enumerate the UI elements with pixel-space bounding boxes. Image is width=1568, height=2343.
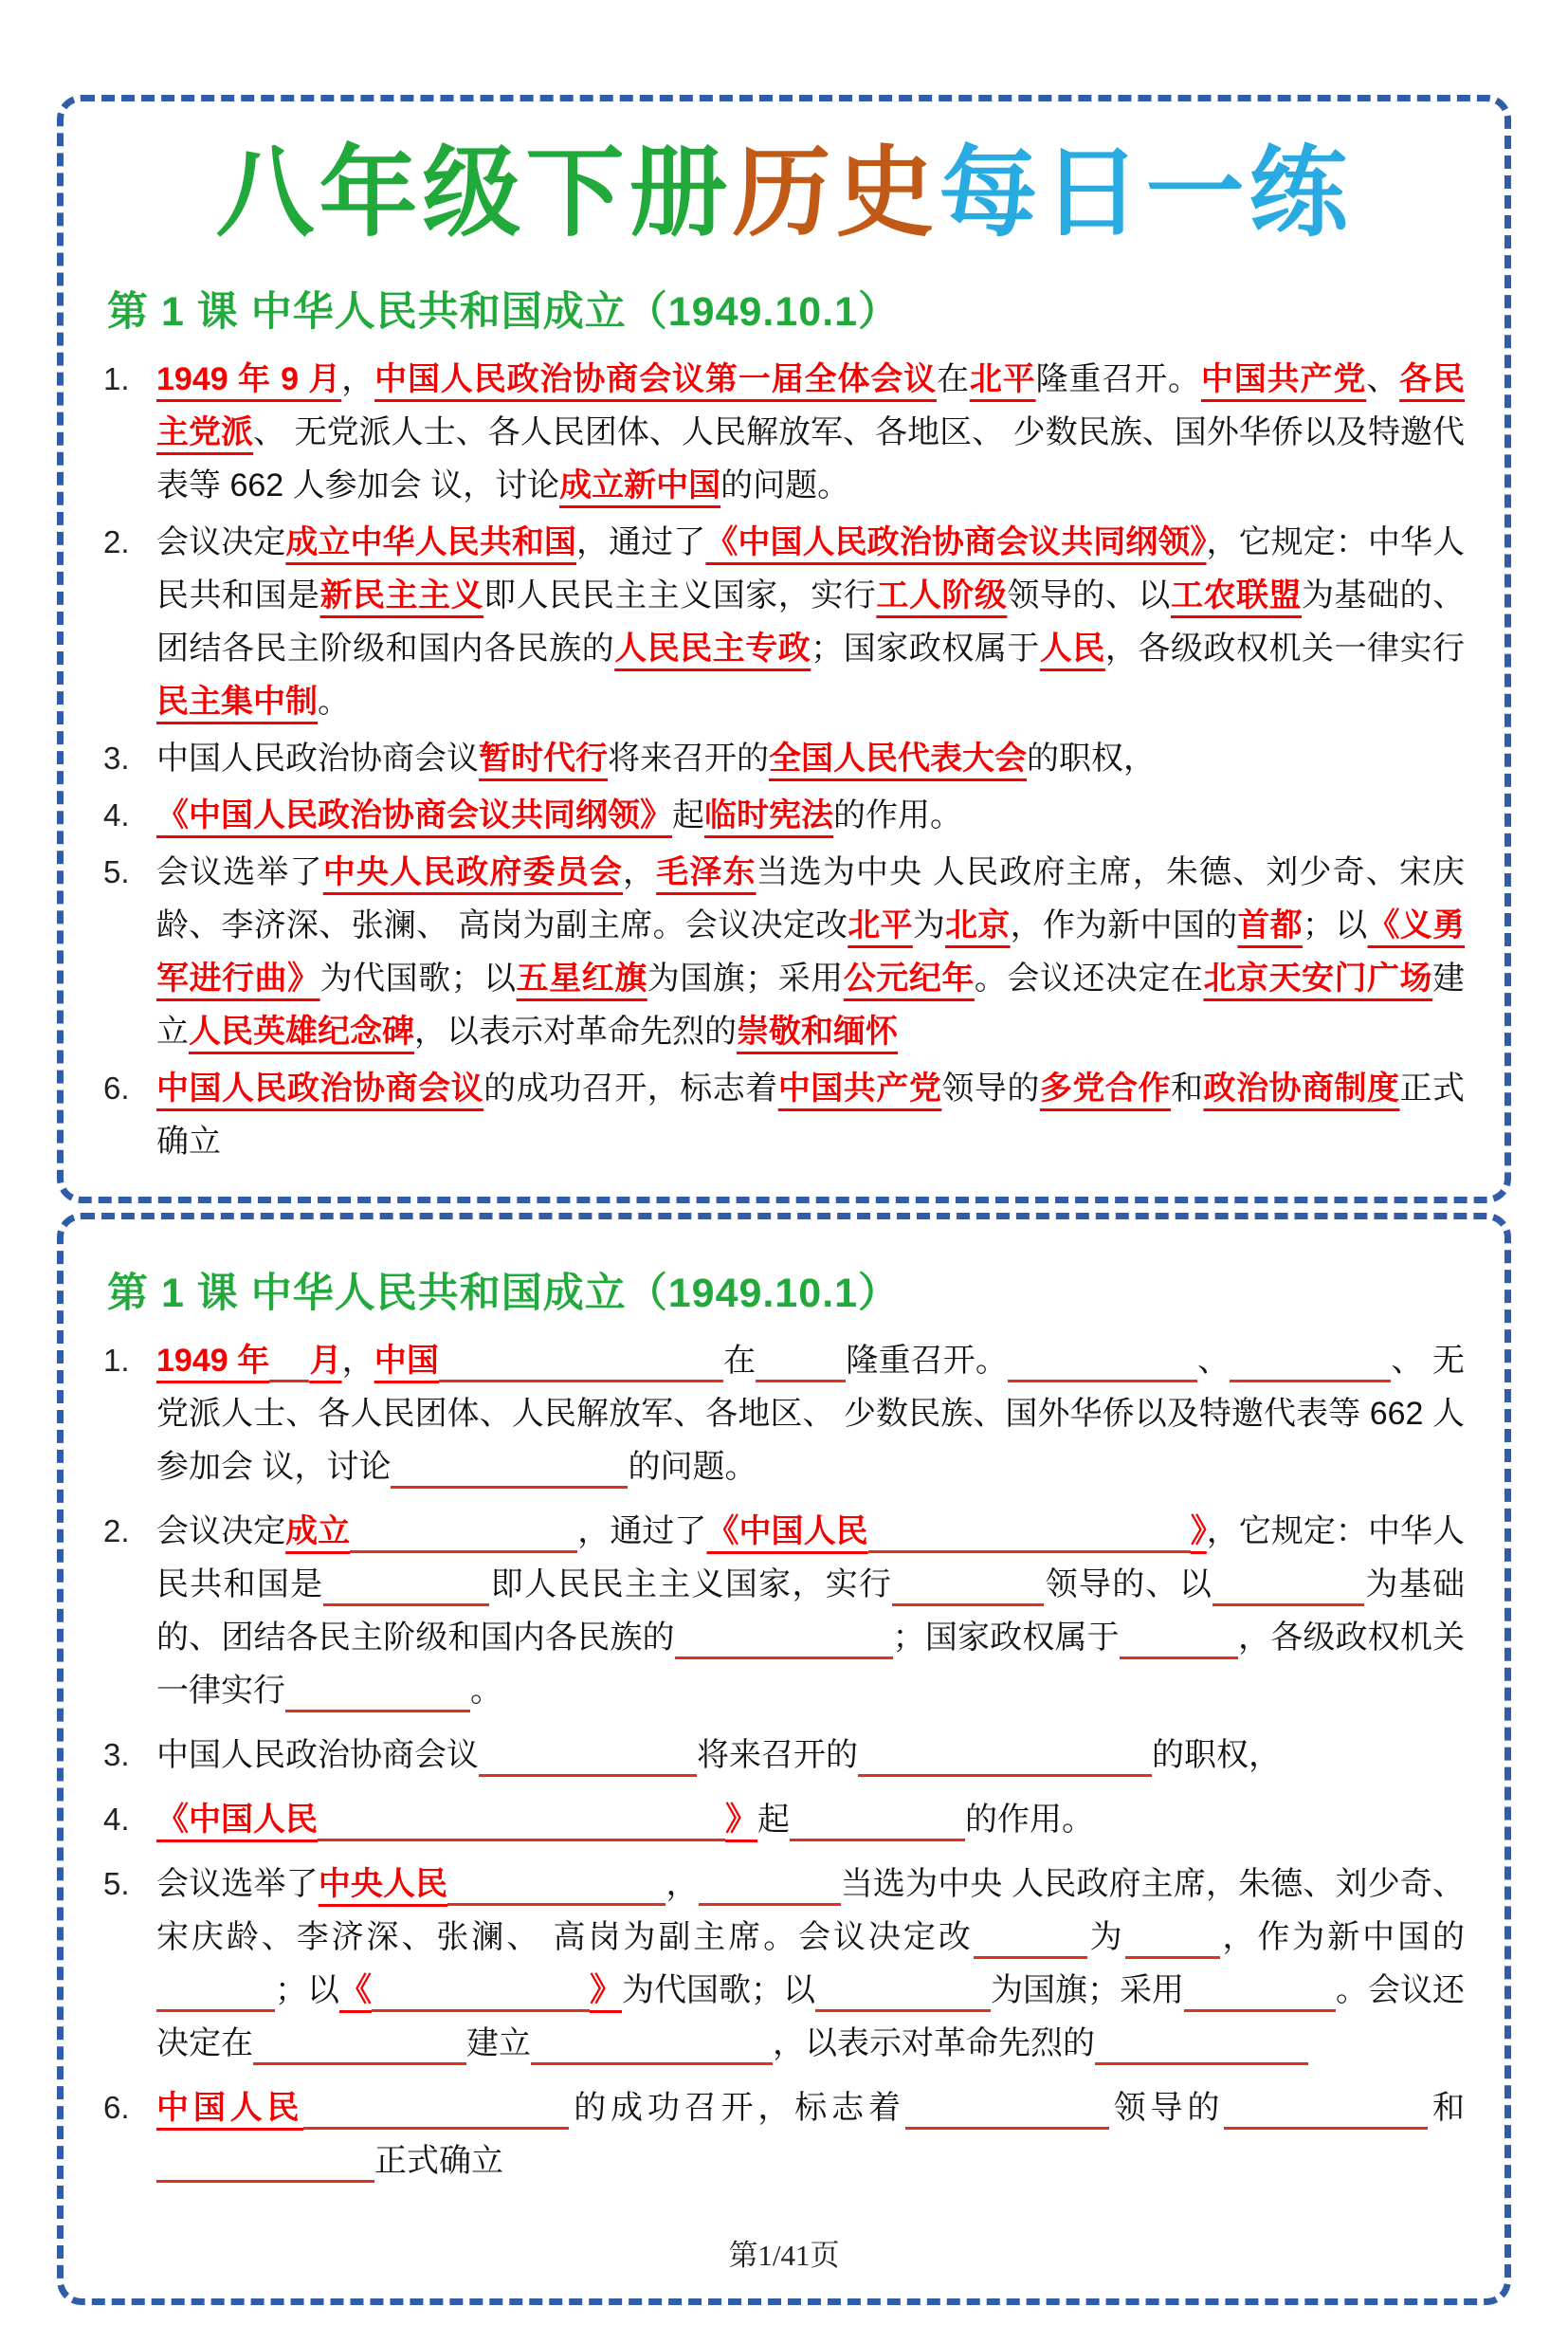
body-text: ，以表示对革命先烈的 [414, 1014, 737, 1050]
section-1 [103, 280, 1465, 1168]
item-content [156, 1505, 1465, 1717]
body-text: 即人民民主主义国家，实行 [483, 577, 877, 613]
body-text: ；国家政权属于 [892, 1620, 1120, 1656]
blank-line [253, 2023, 466, 2065]
body-text: 。 [470, 1673, 502, 1709]
item-content [156, 1793, 1465, 1846]
blank-line [447, 1864, 665, 1906]
body-text: 建立 [156, 961, 1466, 1050]
answer-text: 公元纪年 [843, 961, 975, 997]
blank-line [858, 1735, 1152, 1777]
body-text: 的作用。 [833, 797, 962, 833]
body-text: 为 [912, 907, 946, 943]
blank-line [1008, 1341, 1197, 1382]
body-text: ， [623, 854, 657, 890]
body-text: ，通过了 [576, 524, 706, 560]
body-text: ， [665, 1866, 699, 1902]
blank-line [372, 1970, 590, 2012]
item-content [156, 516, 1465, 728]
blank-line [1212, 1565, 1364, 1606]
body-text: 为国旗；采用 [647, 961, 844, 997]
title-part: 八年级下册 [215, 138, 733, 248]
body-text: 会议决定 [156, 524, 286, 560]
blank-line [790, 1800, 965, 1841]
answer-text: 北平 [848, 907, 913, 943]
answer-text: 》 [725, 1802, 757, 1838]
answer-text: 《义勇军进行曲》 [156, 907, 1466, 997]
list-item [103, 2081, 1465, 2187]
blank-line [439, 1341, 723, 1382]
page-number: 第1/41页 [728, 2239, 840, 2272]
answer-text: 《中国人民 [706, 1513, 868, 1549]
body-text: 领导的 [1108, 2090, 1225, 2126]
body-text: 会议选举了 [156, 1866, 319, 1902]
item-number: 5. [103, 1866, 130, 1901]
answer-text: 临时宪法 [704, 797, 833, 833]
body-text: 在 [936, 361, 970, 397]
list-item [103, 846, 1465, 1058]
list-item [103, 1062, 1465, 1168]
body-text: 建立 [466, 2025, 531, 2061]
answer-text: 中国共产党 [1200, 361, 1367, 397]
body-text: 领导的、以 [1007, 577, 1171, 613]
body-text: ，作为新中国的 [1219, 1919, 1466, 1955]
body-text: 起 [672, 797, 704, 833]
answer-text: 北平 [969, 361, 1036, 397]
list-item [103, 732, 1465, 785]
blank-line [479, 1735, 697, 1777]
body-text: ，各级政权机关一律实行 [1104, 631, 1466, 667]
body-text: 的职权， [1152, 1737, 1281, 1773]
blank-line [269, 1341, 309, 1382]
title-part: 历史 [732, 138, 939, 248]
item-number: 4. [103, 1802, 130, 1837]
item-content [156, 2081, 1465, 2187]
list-item [103, 1729, 1465, 1782]
blank-line [323, 1565, 489, 1606]
item-number: 5. [103, 854, 130, 889]
body-text: ，以表示对革命先烈的 [773, 2025, 1095, 2061]
answer-text: 毛泽东 [656, 854, 757, 890]
body-text: 、 [1196, 1343, 1231, 1379]
answer-text: 中国人民 [156, 2090, 304, 2126]
blank-line [391, 1447, 628, 1489]
body-text: ；以 [1302, 907, 1368, 943]
answer-text: 中央人民 [318, 1866, 448, 1902]
item-content [156, 353, 1465, 512]
body-text: 领导的、以 [1044, 1566, 1213, 1602]
answer-text: 《 [339, 1972, 372, 2008]
answer-text: 全国人民代表大会 [769, 741, 1027, 777]
answer-text: 《中国人民政治协商会议共同纲领》 [156, 797, 672, 833]
blank-line [699, 1864, 841, 1906]
answer-text: 中央人民政府委员会 [322, 854, 623, 890]
item-number: 2. [103, 524, 130, 559]
body-text: 为基础的、团结各民主阶级和国内各民族的 [156, 1566, 1466, 1656]
body-text: 的问题。 [628, 1449, 757, 1485]
blank-line [892, 1565, 1044, 1606]
item-number: 1. [103, 1343, 130, 1378]
body-text: 的成功召开，标志着 [569, 2090, 905, 2126]
body-text: 、 无党派人士、各人民团体、人民解放军、各地区、 少数民族、国外华侨以及特邀代表等 662 人参加会 议，讨论 [156, 1343, 1466, 1485]
item-list [103, 1334, 1465, 2187]
answer-text: 五星红旗 [516, 961, 647, 997]
answer-text: 工农联盟 [1170, 577, 1303, 613]
item-number: 4. [103, 797, 130, 833]
body-text: 的职权， [1027, 741, 1156, 777]
item-content [156, 1729, 1465, 1782]
item-number: 3. [103, 741, 130, 776]
blank-line [318, 1800, 725, 1841]
body-text: ， [341, 361, 375, 397]
body-text: 和 [1428, 2090, 1466, 2126]
exercise-section-box [57, 1213, 1511, 2305]
answer-text: 1949 年 [156, 1343, 270, 1379]
blank-line [1095, 2023, 1308, 2065]
answer-text: 中国 [374, 1343, 439, 1379]
body-text: 领导的 [941, 1071, 1040, 1107]
blank-line [675, 1618, 893, 1659]
blank-line [815, 1970, 991, 2012]
answer-text: 中国共产党 [777, 1071, 942, 1107]
blank-line [905, 2088, 1109, 2130]
body-text: 会议选举了 [156, 854, 323, 890]
answer-text: 北京天安门广场 [1203, 961, 1433, 997]
list-item [103, 353, 1465, 512]
answer-text: 多党合作 [1039, 1071, 1171, 1107]
item-number: 6. [103, 2090, 130, 2125]
body-text: ，它规定：中华人民共和国是 [156, 1513, 1466, 1602]
answer-text: 暂时代行 [479, 741, 608, 777]
answer-text: 人民民主专政 [614, 631, 811, 667]
body-text: ， [341, 1343, 374, 1379]
blank-line [756, 1341, 846, 1382]
answer-section-box [57, 95, 1511, 1203]
body-text: 为代国歌；以 [622, 1972, 815, 2008]
body-text: 隆重召开。 [1035, 361, 1201, 397]
answer-text: 》 [590, 1972, 622, 2008]
body-text: 为代国歌；以 [319, 961, 517, 997]
section-heading: 第 1 课 中华人民共和国成立（1949.10.1） [107, 1271, 901, 1316]
answer-text: 《中国人民 [156, 1802, 318, 1838]
section-2 [103, 1261, 1465, 2187]
list-item [103, 1334, 1465, 1493]
body-text: 和 [1170, 1071, 1204, 1107]
answer-text: 人民 [1039, 631, 1105, 667]
answer-text: 工人阶级 [876, 577, 1008, 613]
body-text: 。 [318, 684, 350, 720]
blank-line [531, 2023, 773, 2065]
blank-line [974, 1917, 1087, 1959]
body-text: ；以 [275, 1972, 339, 2008]
item-content [156, 1858, 1465, 2070]
item-list [103, 353, 1465, 1168]
blank-line [156, 2141, 374, 2183]
list-item [103, 789, 1465, 842]
body-text: 。会议还决定在 [974, 961, 1204, 997]
body-text: 在 [722, 1343, 757, 1379]
body-text: 为国旗；采用 [991, 1972, 1184, 2008]
blank-line [303, 2088, 569, 2130]
body-text: 的成功召开，标志着 [483, 1071, 778, 1107]
answer-text: 月 [309, 1343, 342, 1379]
blank-line [1224, 2088, 1428, 2130]
blank-line [285, 1671, 470, 1712]
blank-line [350, 1511, 577, 1553]
body-text: 起 [757, 1802, 790, 1838]
answer-text: 崇敬和缅怀 [737, 1014, 898, 1050]
answer-text: 成立新中国 [559, 467, 721, 503]
blank-line [1184, 1970, 1336, 2012]
page-title [103, 132, 1465, 255]
list-item [103, 516, 1465, 728]
body-text: 、 无党派人士、各人民团体、人民解放军、各地区、 少数民族、国外华侨以及特邀代表等 662 人参加会 议，讨论 [156, 414, 1466, 503]
body-text: 、 [1366, 361, 1400, 397]
item-content [156, 1062, 1465, 1168]
answer-text: 》 [1190, 1513, 1207, 1549]
body-text: 正式确立 [374, 2143, 503, 2179]
body-text: 中国人民政治协商会议 [156, 741, 479, 777]
answer-text: 民主集中制 [156, 684, 318, 720]
answer-text: 政治协商制度 [1203, 1071, 1400, 1107]
blank-line [1120, 1618, 1238, 1659]
list-item [103, 1505, 1465, 1717]
blank-line [1230, 1341, 1391, 1382]
answer-text: 中国人民政治协商会议第一届全体会议 [374, 361, 937, 397]
body-text: 为基础的、团结各民主阶级和国内各民族的 [156, 577, 1466, 667]
answer-text: 中国人民政治协商会议 [156, 1071, 484, 1107]
answer-text: 首都 [1237, 907, 1303, 943]
body-text: ，各级政权机关一律实行 [156, 1620, 1466, 1709]
item-number: 2. [103, 1513, 130, 1548]
answer-text: 成立中华人民共和国 [285, 524, 576, 560]
body-text: 为 [1086, 1919, 1125, 1955]
list-item [103, 1858, 1465, 2070]
item-number: 6. [103, 1071, 130, 1106]
item-content [156, 846, 1465, 1058]
answer-text: 北京 [945, 907, 1011, 943]
body-text: ，作为新中国的 [1010, 907, 1238, 943]
answer-text: 各民主党派 [156, 361, 1466, 450]
body-text: 当选为中央 人民政府主席，朱德、刘少奇、宋庆龄、李济深、张澜、 高岗为副主席。会议决定改 [156, 1866, 1466, 1955]
body-text: 中国人民政治协商会议 [156, 1737, 479, 1773]
blank-line [868, 1511, 1191, 1553]
body-text: ，通过了 [577, 1513, 707, 1549]
item-content [156, 1334, 1465, 1493]
answer-text: 1949 年 9 月 [156, 361, 342, 397]
body-text: 会议决定 [156, 1513, 286, 1549]
body-text: 正式确立 [156, 1071, 1466, 1160]
blank-line [156, 1970, 275, 2012]
body-text: 将来召开的 [697, 1737, 858, 1773]
body-text: 即人民民主主义国家，实行 [489, 1566, 893, 1602]
section-heading: 第 1 课 中华人民共和国成立（1949.10.1） [107, 289, 901, 335]
body-text: 将来召开的 [608, 741, 769, 777]
body-text: 。会议还决定在 [156, 1972, 1465, 2061]
answer-text: 《中国人民政治协商会议共同纲领》 [705, 524, 1207, 560]
body-text: 的问题。 [720, 467, 850, 503]
body-text: ，它规定：中华人民共和国是 [156, 524, 1466, 613]
answer-text: 新民主主义 [319, 577, 484, 613]
blank-line [1125, 1917, 1220, 1959]
title-part: 每日一练 [939, 138, 1353, 248]
item-content [156, 789, 1465, 842]
item-number: 1. [103, 361, 130, 396]
answer-text: 成立 [285, 1513, 351, 1549]
item-number: 3. [103, 1737, 130, 1772]
body-text: 当选为中央 人民政府主席，朱德、刘少奇、宋庆龄、李济深、张澜、 高岗为副主席。会议决定改 [156, 854, 1466, 943]
list-item [103, 1793, 1465, 1846]
answer-text: 人民英雄纪念碑 [189, 1014, 414, 1050]
body-text: 的作用。 [965, 1802, 1094, 1838]
item-content [156, 732, 1465, 785]
body-text: ；国家政权属于 [811, 631, 1040, 667]
body-text: 隆重召开。 [846, 1343, 1008, 1379]
